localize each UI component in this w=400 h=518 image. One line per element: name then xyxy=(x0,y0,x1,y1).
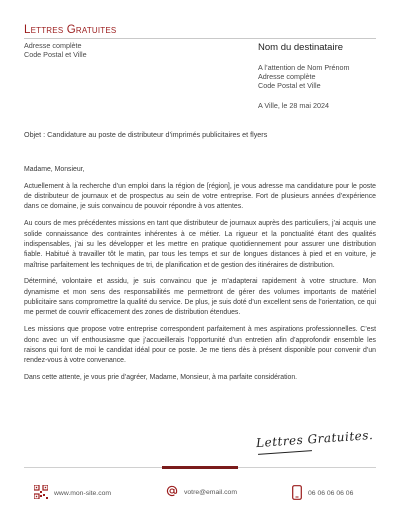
paragraph-1: Actuellement à la recherche d’un emploi dans la région de [région], je vous adresse ma candidature pour le poste de distributeur de journaux et de prospectus au sein de votre entreprise. Fort de plusieurs années d’expérience dans ce domaine, je suis convaincu de pouvoir répondre à vos attentes. xyxy=(24,182,376,211)
qr-code-icon xyxy=(34,485,48,501)
sender-city: Code Postal et Ville xyxy=(24,50,87,59)
brand-title: Lettres Gratuites xyxy=(24,24,117,36)
signature: Lettres Gratuites. xyxy=(255,427,374,451)
footer-website[interactable] xyxy=(34,485,111,501)
footer-email[interactable] xyxy=(166,485,237,499)
email-text: votre@email.com xyxy=(184,488,237,496)
recipient-name: Nom du destinataire xyxy=(258,42,344,53)
at-sign-icon xyxy=(166,485,178,499)
sender-address: Adresse complète xyxy=(24,41,82,50)
website-text: www.mon-site.com xyxy=(54,489,112,497)
phone-text: 06 06 06 06 06 xyxy=(308,490,354,497)
header-divider xyxy=(24,38,376,39)
paragraph-4: Les missions que propose votre entreprise correspondent parfaitement à mes aspirations professionnelles. C’est donc avec un vif enthousiasme que j’accueillerais l’opportunité d’un entretien afin d’approfondir ensemble les raisons qui font de moi le candidat idéal pour ce poste. Je me tiens dès à présent disponible pour convenir d’un rendez-vous à votre convenance. xyxy=(24,326,376,365)
signature-underline xyxy=(258,450,312,455)
letter-subject: Objet : Candidature au poste de distributeur d’imprimés publicitaires et flyers xyxy=(24,130,268,139)
paragraph-3: Déterminé, volontaire et assidu, je suis convaincu que je m’adapterai rapidement à votre structure. Mon dynamisme et mon sens des responsabilités me permettront de gérer des volumes importants de matériel publicitaire sans compromettre la qualité du service. De plus, je suis doté d’un excellent sens de l’orientation, ce qui me permet de couvrir efficacement des zones de distribution étendues. xyxy=(24,278,376,317)
recipient-city: Code Postal et Ville xyxy=(258,81,321,90)
recipient-block xyxy=(258,63,350,90)
paragraph-2: Au cours de mes précédentes missions en tant que distributeur de journaux auprès des particuliers, j’ai acquis une solide connaissance des contraintes inhérentes à ce métier. La rigueur et la ponctualité étant des qualités indispensables, j’ai su les développer et les mettre en pratique quotidiennement pour assurer une distribution fiable. Habitué à travailler tôt le matin, par tous les temps et sur de longues distances à pied et en voiture, je maîtrise parfaitement les techniques de tri, de planification et de gestion des itinéraires de distribution. xyxy=(24,220,376,269)
salutation: Madame, Monsieur, xyxy=(24,166,85,173)
footer-accent-bar xyxy=(162,466,238,469)
closing: Dans cette attente, je vous prie d’agréer, Madame, Monsieur, à ma parfaite considération. xyxy=(24,374,298,382)
phone-icon xyxy=(292,485,302,502)
sender-block xyxy=(24,41,87,59)
letter-body xyxy=(24,165,376,390)
place-date: A Ville, le 28 mai 2024 xyxy=(258,101,329,110)
recipient-address: Adresse complète xyxy=(258,72,316,81)
recipient-attention: A l’attention de Nom Prénom xyxy=(258,63,350,72)
footer-phone[interactable] xyxy=(292,485,353,502)
